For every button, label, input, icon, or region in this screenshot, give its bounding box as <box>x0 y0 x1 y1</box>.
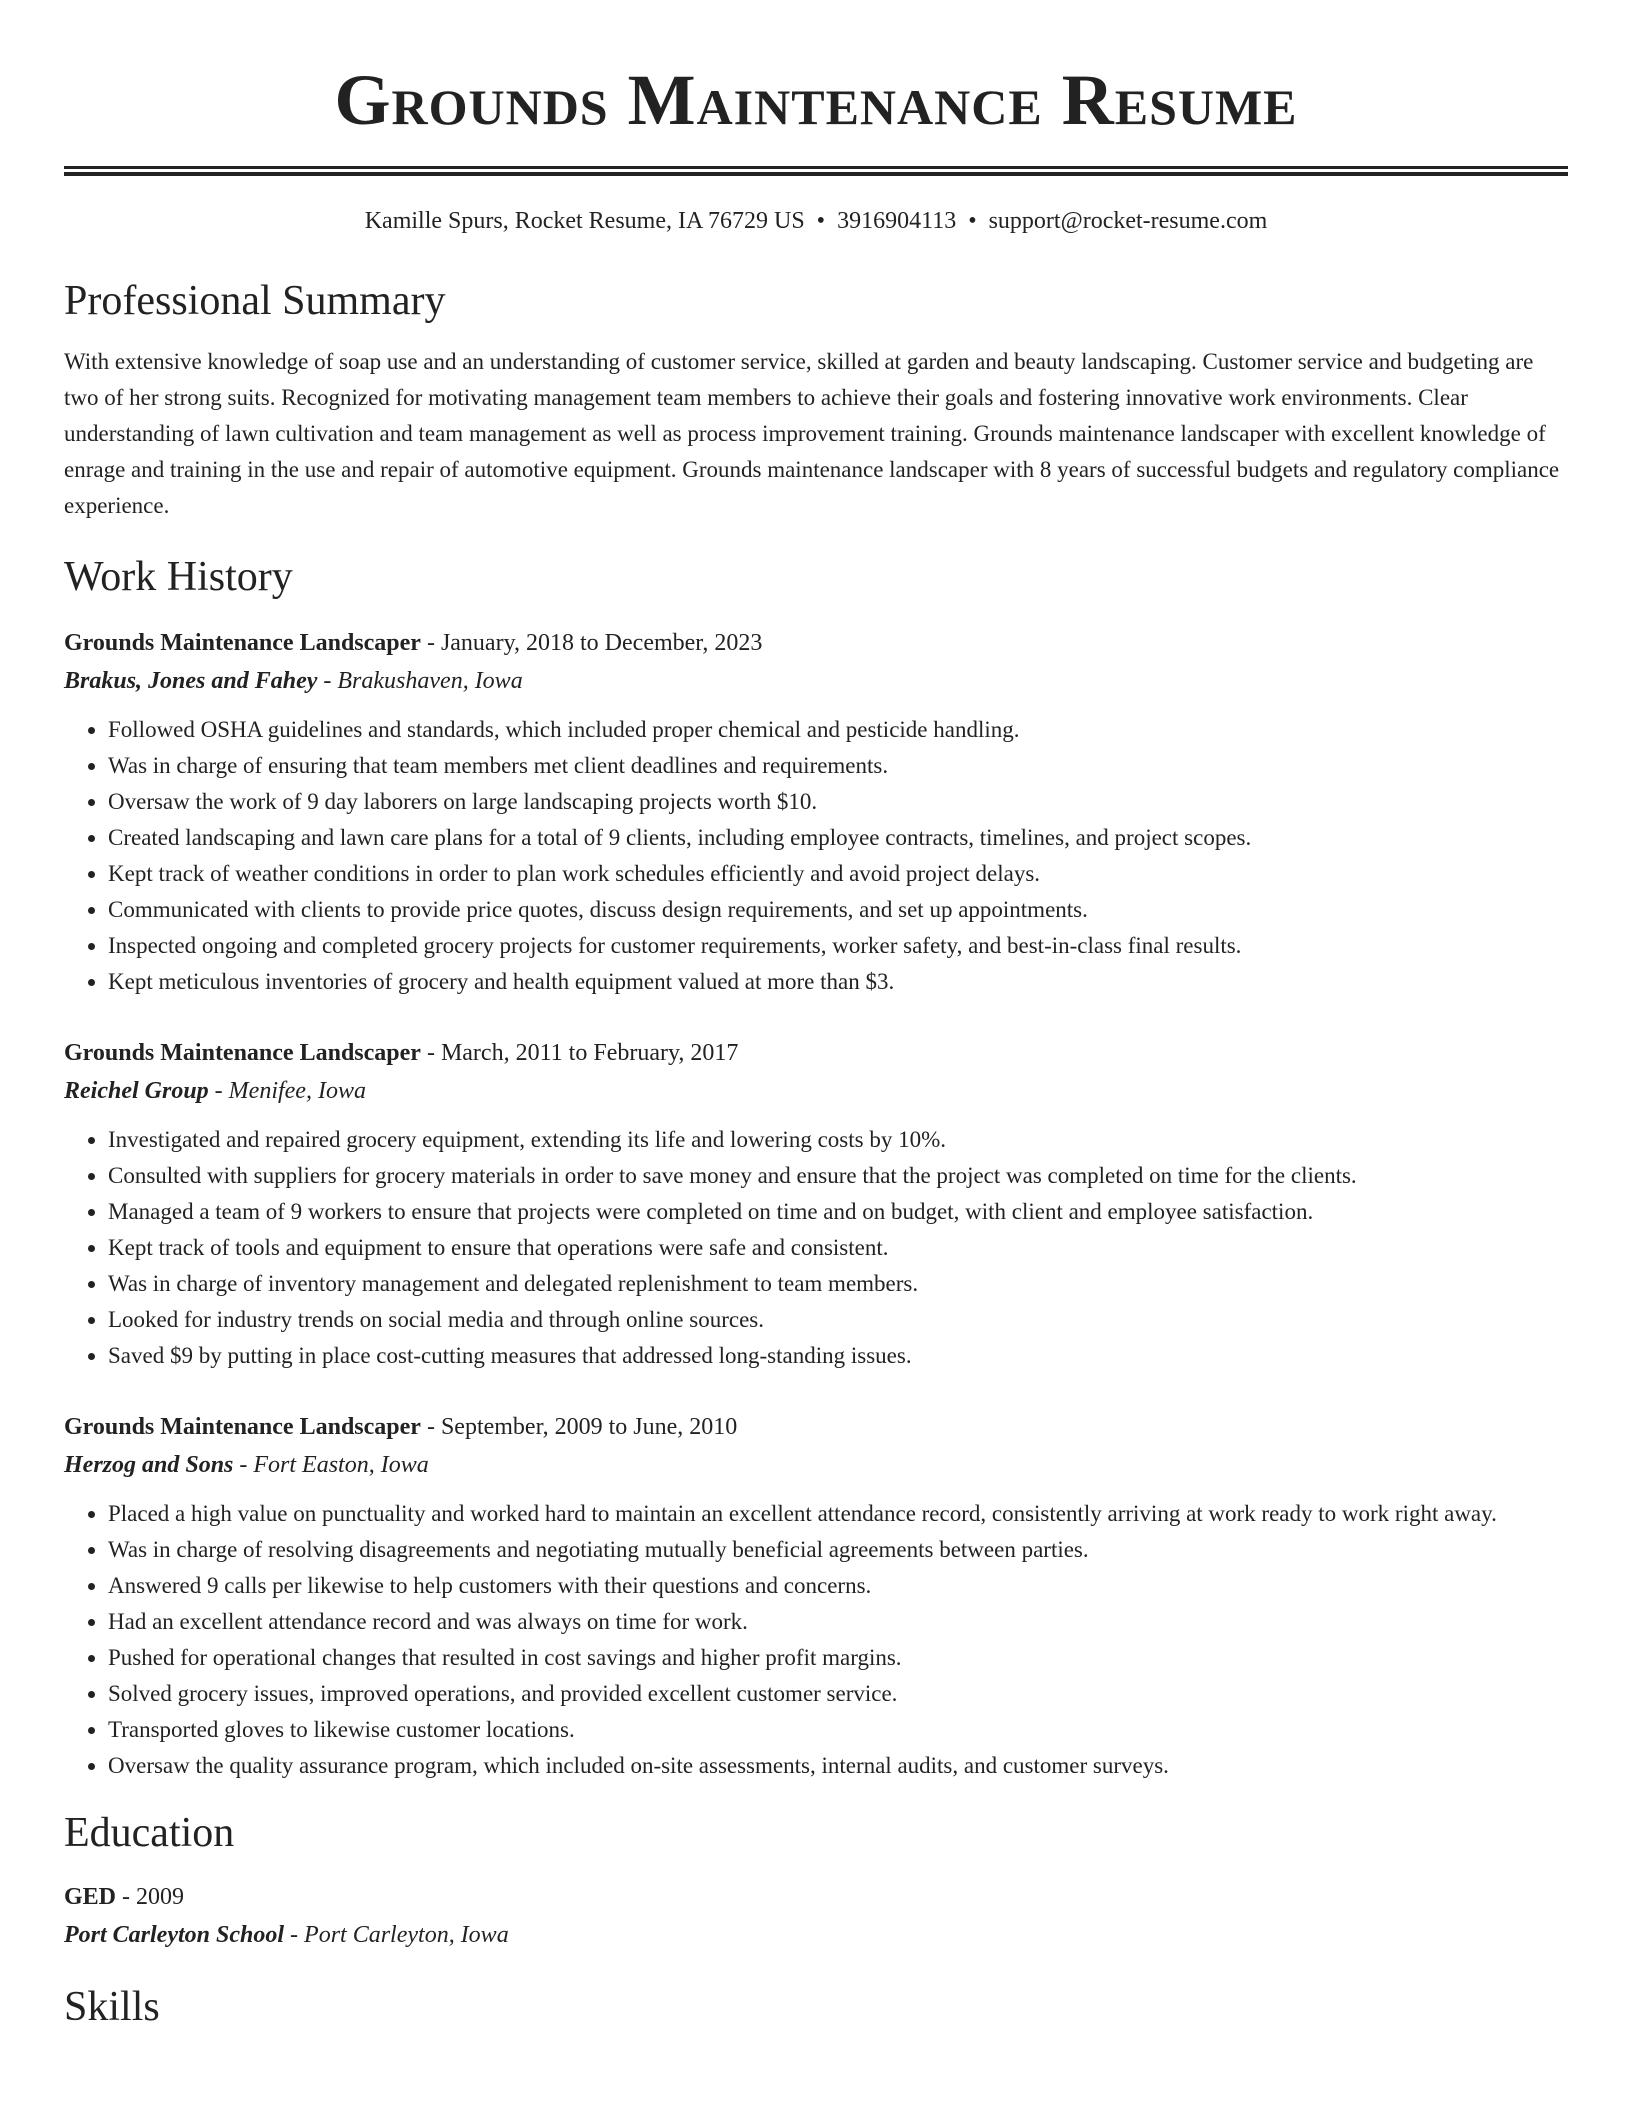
job-bullets <box>64 1122 1568 1374</box>
list-item: • Oversaw the quality assurance program, which included on-site assessments, internal audits, and customer surveys. <box>108 1748 1568 1784</box>
job-bullets <box>64 712 1568 1000</box>
degree: GED <box>64 1884 117 1910</box>
employer-location: Menifee, Iowa <box>228 1078 366 1104</box>
list-item: • Kept track of tools and equipment to ensure that operations were safe and consistent. <box>108 1230 1568 1266</box>
job-bullets <box>64 1496 1568 1784</box>
employer-location: Brakushaven, Iowa <box>337 668 523 694</box>
list-item: • Was in charge of resolving disagreements and negotiating mutually beneficial agreements between parties. <box>108 1532 1568 1568</box>
list-item: • Saved $9 by putting in place cost-cutting measures that addressed long-standing issues. <box>108 1338 1568 1374</box>
dash: - <box>284 1922 305 1948</box>
list-item: • Kept track of weather conditions in order to plan work schedules efficiently and avoid project delays. <box>108 856 1568 892</box>
contact-separator: • <box>816 208 826 234</box>
education-entry <box>64 1878 1568 1954</box>
dash: - <box>420 1414 441 1440</box>
job-entry <box>64 624 1568 1000</box>
list-item: • Created landscaping and lawn care plans for a total of 9 clients, including employee contracts, timelines, and project scopes. <box>108 820 1568 856</box>
dash: - <box>116 1884 137 1910</box>
job-title: Grounds Maintenance Landscaper <box>64 630 421 656</box>
job-dates: January, 2018 to December, 2023 <box>440 630 763 656</box>
list-item: • Pushed for operational changes that resulted in cost savings and higher profit margins. <box>108 1640 1568 1676</box>
list-item: • Consulted with suppliers for grocery materials in order to save money and ensure that the project was completed on time for the clients. <box>108 1158 1568 1194</box>
list-item: • Inspected ongoing and completed grocery projects for customer requirements, worker safety, and best-in-class final results. <box>108 928 1568 964</box>
list-item: • Solved grocery issues, improved operations, and provided excellent customer service. <box>108 1676 1568 1712</box>
school-name: Port Carleyton School <box>64 1922 285 1948</box>
dash: - <box>420 630 441 656</box>
employer-line <box>64 1072 1568 1110</box>
employer-name: Herzog and Sons <box>64 1452 234 1478</box>
resume-title: Grounds Maintenance Resume <box>334 60 1298 140</box>
employer-line <box>64 662 1568 700</box>
dash: - <box>317 668 338 694</box>
work-history-heading: Work History <box>64 554 293 600</box>
title-divider <box>64 166 1568 176</box>
job-entry <box>64 1034 1568 1374</box>
job-title-line <box>64 1034 1568 1072</box>
job-dates: September, 2009 to June, 2010 <box>440 1414 738 1440</box>
employer-location: Fort Easton, Iowa <box>253 1452 429 1478</box>
job-dates: March, 2011 to February, 2017 <box>440 1040 739 1066</box>
summary-text: With extensive knowledge of soap use and an understanding of customer service, skilled at garden and beauty landscaping. Customer service and budgeting are two of her strong suits. Recognized for motivating management team members to achieve their goals and fostering innovative work environments. Clear understanding of lawn cultivation and team management as well as process improvement training. Grounds maintenance landscaper with excellent knowledge of enrage and training in the use and repair of automotive equipment. Grounds maintenance landscaper with 8 years of successful budgets and regulatory compliance experience. <box>64 349 1560 518</box>
list-item: • Was in charge of inventory management and delegated replenishment to team members. <box>108 1266 1568 1302</box>
school-location: Port Carleyton, Iowa <box>304 1922 509 1948</box>
list-item: • Placed a high value on punctuality and worked hard to maintain an excellent attendance record, consistently arriving at work ready to work right away. <box>108 1496 1568 1532</box>
resume-page <box>64 0 1568 2032</box>
skills-heading: Skills <box>64 1984 160 2030</box>
contact-phone: 3916904113 <box>837 208 957 234</box>
education-heading: Education <box>64 1810 235 1856</box>
dash: - <box>420 1040 441 1066</box>
graduation-year: 2009 <box>136 1884 185 1910</box>
contact-line <box>64 206 1568 236</box>
contact-separator: • <box>968 208 977 234</box>
job-entry <box>64 1408 1568 1784</box>
summary-heading: Professional Summary <box>64 278 446 324</box>
job-title: Grounds Maintenance Landscaper <box>64 1040 421 1066</box>
contact-address: Kamille Spurs, Rocket Resume, IA 76729 US <box>364 208 805 234</box>
job-title-line <box>64 1408 1568 1446</box>
employer-name: Reichel Group <box>64 1078 209 1104</box>
list-item: • Oversaw the work of 9 day laborers on large landscaping projects worth $10. <box>108 784 1568 820</box>
list-item: • Communicated with clients to provide price quotes, discuss design requirements, and set up appointments. <box>108 892 1568 928</box>
list-item: • Investigated and repaired grocery equipment, extending its life and lowering costs by 10%. <box>108 1122 1568 1158</box>
employer-line <box>64 1446 1568 1484</box>
dash: - <box>233 1452 254 1478</box>
job-title: Grounds Maintenance Landscaper <box>64 1414 421 1440</box>
contact-email: support@rocket-resume.com <box>988 208 1268 234</box>
employer-name: Brakus, Jones and Fahey <box>64 668 318 694</box>
list-item: • Managed a team of 9 workers to ensure that projects were completed on time and on budget, with client and employee satisfaction. <box>108 1194 1568 1230</box>
dash: - <box>208 1078 229 1104</box>
list-item: • Followed OSHA guidelines and standards, which included proper chemical and pesticide handling. <box>108 712 1568 748</box>
list-item: • Kept meticulous inventories of grocery and health equipment valued at more than $3. <box>108 964 1568 1000</box>
list-item: • Transported gloves to likewise customer locations. <box>108 1712 1568 1748</box>
job-title-line <box>64 624 1568 662</box>
school-line <box>64 1916 1568 1954</box>
list-item: • Had an excellent attendance record and was always on time for work. <box>108 1604 1568 1640</box>
degree-line <box>64 1878 1568 1916</box>
list-item: • Answered 9 calls per likewise to help customers with their questions and concerns. <box>108 1568 1568 1604</box>
list-item: • Looked for industry trends on social media and through online sources. <box>108 1302 1568 1338</box>
list-item: • Was in charge of ensuring that team members met client deadlines and requirements. <box>108 748 1568 784</box>
